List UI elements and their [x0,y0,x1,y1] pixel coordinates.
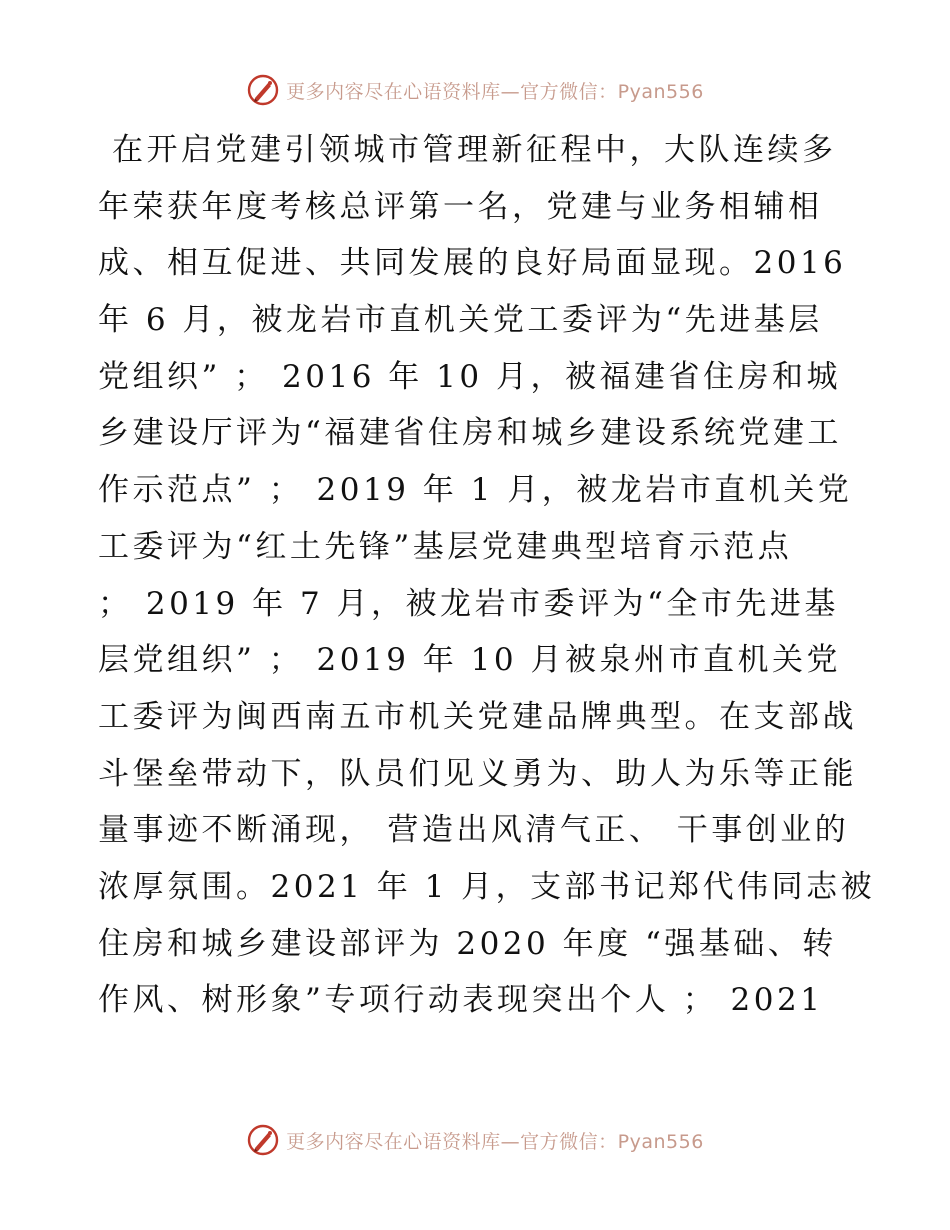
text-line: 工委评为“红土先锋”基层党建典型培育示范点 [98,528,793,565]
watermark-text: 更多内容尽在心语资料库—官方微信：Pyan556 [286,1130,704,1153]
text-line: 工委评为闽西南五市机关党建品牌典型。在支部战 [98,698,857,735]
text-line: 成、相互促进、共同发展的良好局面显现。2016 [98,245,847,282]
watermark-text: 更多内容尽在心语资料库—官方微信：Pyan556 [286,80,704,103]
text-line: 党组织” ； 2016 年 10 月，被福建省住房和城 [98,358,841,395]
text-line: 作示范点” ； 2019 年 1 月，被龙岩市直机关党 [98,472,853,509]
document-body [98,122,876,1029]
pen-circle-logo-icon [246,1123,280,1157]
text-line: 在开启党建引领城市管理新征程中，大队连续多 [112,132,837,168]
text-line: ； 2019 年 7 月，被龙岩市委评为“全市先进基 [98,585,839,622]
text-line: 量事迹不断涌现， 营造出风清气正、 干事创业的 [98,812,850,849]
text-line: 住房和城乡建设部评为 2020 年度 “强基础、转 [98,925,837,962]
text-line: 斗堡垒带动下，队员们见义勇为、助人为乐等正能 [98,755,857,792]
text-line: 年 6 月，被龙岩市直机关党工委评为“先进基层 [98,302,823,339]
text-line: 浓厚氛围。2021 年 1 月，支部书记郑代伟同志被 [98,868,876,905]
footer-watermark [0,1122,950,1158]
header-watermark [0,72,950,108]
text-line: 年荣获年度考核总评第一名，党建与业务相辅相 [98,188,823,225]
text-line: 作风、树形象”专项行动表现突出个人 ； 2021 [98,982,824,1019]
text-line: 层党组织” ； 2019 年 10 月被泉州市直机关党 [98,642,841,679]
text-line: 乡建设厅评为“福建省住房和城乡建设系统党建工 [98,415,842,452]
pen-circle-logo-icon [246,73,280,107]
